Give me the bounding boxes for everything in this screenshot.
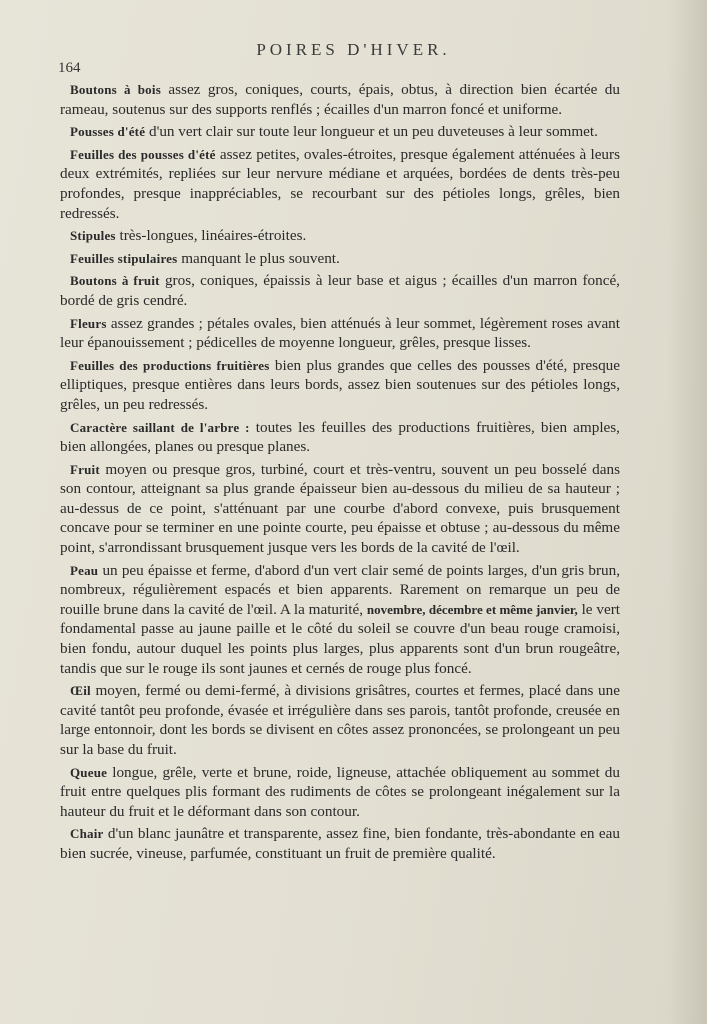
paragraph-boutons-a-bois [60, 80, 620, 119]
paragraph-peau [60, 561, 620, 679]
description: manquant le plus souvent. [177, 249, 340, 267]
paragraph-boutons-a-fruit [60, 271, 620, 310]
paragraph-pousses-d-ete [60, 122, 620, 142]
description: assez petites, ovales-étroites, presque également atténuées à leurs deux extrémités, repliées sur leur nervure médiane et arquées, bordées de dents très-peu profondes, presque inappréciables, se recourbant sur des pétioles longs, grêles, bien redressés. [60, 145, 620, 222]
paragraph-oeil [60, 681, 620, 759]
term: Feuilles stipulaires [70, 250, 178, 266]
term: Fruit [70, 461, 100, 477]
description: bien plus grandes que celles des pousses d'été, presque elliptiques, presque entières dans leurs bords, assez bien soutenues sur des pétioles longs, grêles, un peu redressés. [60, 356, 620, 413]
paragraph-fruit [60, 460, 620, 558]
description: assez gros, coniques, courts, épais, obtus, à direction bien écartée du rameau, soutenus sur des supports renflés ; écailles d'un marron foncé et uniforme. [60, 81, 620, 118]
term: Stipules [70, 228, 116, 244]
description: longue, grêle, verte et brune, roide, ligneuse, attachée obliquement au sommet du fruit entre quelques plis formant des rudiments de côtes se prolongeant inégalement sur la hauteur du fruit et le déformant dans son contour. [60, 763, 620, 820]
paragraph-feuilles-productions-fruitieres [60, 356, 620, 415]
paragraph-stipules [60, 226, 620, 246]
term: Queue [70, 764, 108, 780]
description: toutes les feuilles des productions fruitières, bien amples, bien allongées, planes ou presque planes. [60, 418, 620, 456]
term: Peau [70, 562, 99, 578]
term: Chair [70, 826, 104, 842]
description: un peu épaisse et ferme, d'abord d'un vert clair semé de points larges, d'un gris brun, nombreux, régulièrement espacés et bien apparents. Rarement on remarque un peu de rouille brune dans la cavité de l'œil. A la maturité, [60, 561, 620, 618]
term: Boutons à fruit [70, 273, 160, 289]
description: d'un vert clair sur toute leur longueur et un peu duveteuses à leur sommet. [145, 123, 598, 141]
description: très-longues, linéaires-étroites. [115, 227, 307, 245]
term: Boutons à bois [70, 82, 161, 97]
term: Feuilles des productions fruitières [70, 357, 270, 373]
description-continued: le vert fondamental passe au jaune paille et le côté du soleil se couvre d'un beau rouge cramoisi, bien fondu, autour duquel les points plus larges, plus apparents sont d'un brun rougeâtre, tandis que sur le rouge ils sont jaunes et cernés de rouge plus foncé. [60, 600, 620, 677]
term: Pousses d'été [70, 124, 146, 140]
description: moyen, fermé ou demi-fermé, à divisions grisâtres, courtes et fermes, placé dans une cavité tantôt peu profonde, évasée et irrégulière dans ses parois, tantôt profonde, creusée en large entonnoir, dont les bords se divisent en côtes assez prononcées, se prolongeant un peu sur la base du fruit. [60, 682, 620, 758]
description: d'un blanc jaunâtre et transparente, assez fine, bien fondante, très-abondante en eau bien sucrée, vineuse, parfumée, constituant un fruit de première qualité. [60, 825, 620, 862]
term: Caractère saillant de l'arbre : [70, 419, 250, 435]
maturity-months: novembre, décembre et même janvier, [366, 601, 578, 617]
paragraph-feuilles-des-pousses [60, 145, 620, 223]
paragraph-queue [60, 763, 620, 822]
paragraph-feuilles-stipulaires [60, 249, 620, 269]
paragraph-caractere-saillant [60, 418, 620, 457]
page-edge-shadow [667, 0, 707, 1024]
term: Feuilles des pousses d'été [70, 146, 216, 162]
description: assez grandes ; pétales ovales, bien atténués à leur sommet, légèrement roses avant leur épanouissement ; pédicelles de moyenne longueur, grêles, presque lisses. [60, 314, 620, 352]
term: Fleurs [70, 315, 107, 331]
paragraph-fleurs [60, 314, 620, 353]
page-body [60, 80, 620, 864]
description: moyen ou presque gros, turbiné, court et très-ventru, souvent un peu bosselé dans son contour, atteignant sa plus grande épaisseur bien au-dessous du milieu de sa hauteur ; au-dessus de ce point, s'atténuant par une courbe d'abord convexe, puis brusquement concave pour se terminer en une pointe courte, peu épaisse et obtuse ; au-dessous du même point, s'arrondissant brusquement jusque vers les bords de la cavité de l'œil. [60, 460, 620, 557]
running-title: POIRES D'HIVER. [256, 40, 451, 59]
term: Œil [70, 683, 91, 699]
page-number: 164 [58, 60, 81, 76]
paragraph-chair [60, 824, 620, 863]
description: gros, coniques, épaissis à leur base et aigus ; écailles d'un marron foncé, bordé de gris cendré. [60, 272, 620, 309]
